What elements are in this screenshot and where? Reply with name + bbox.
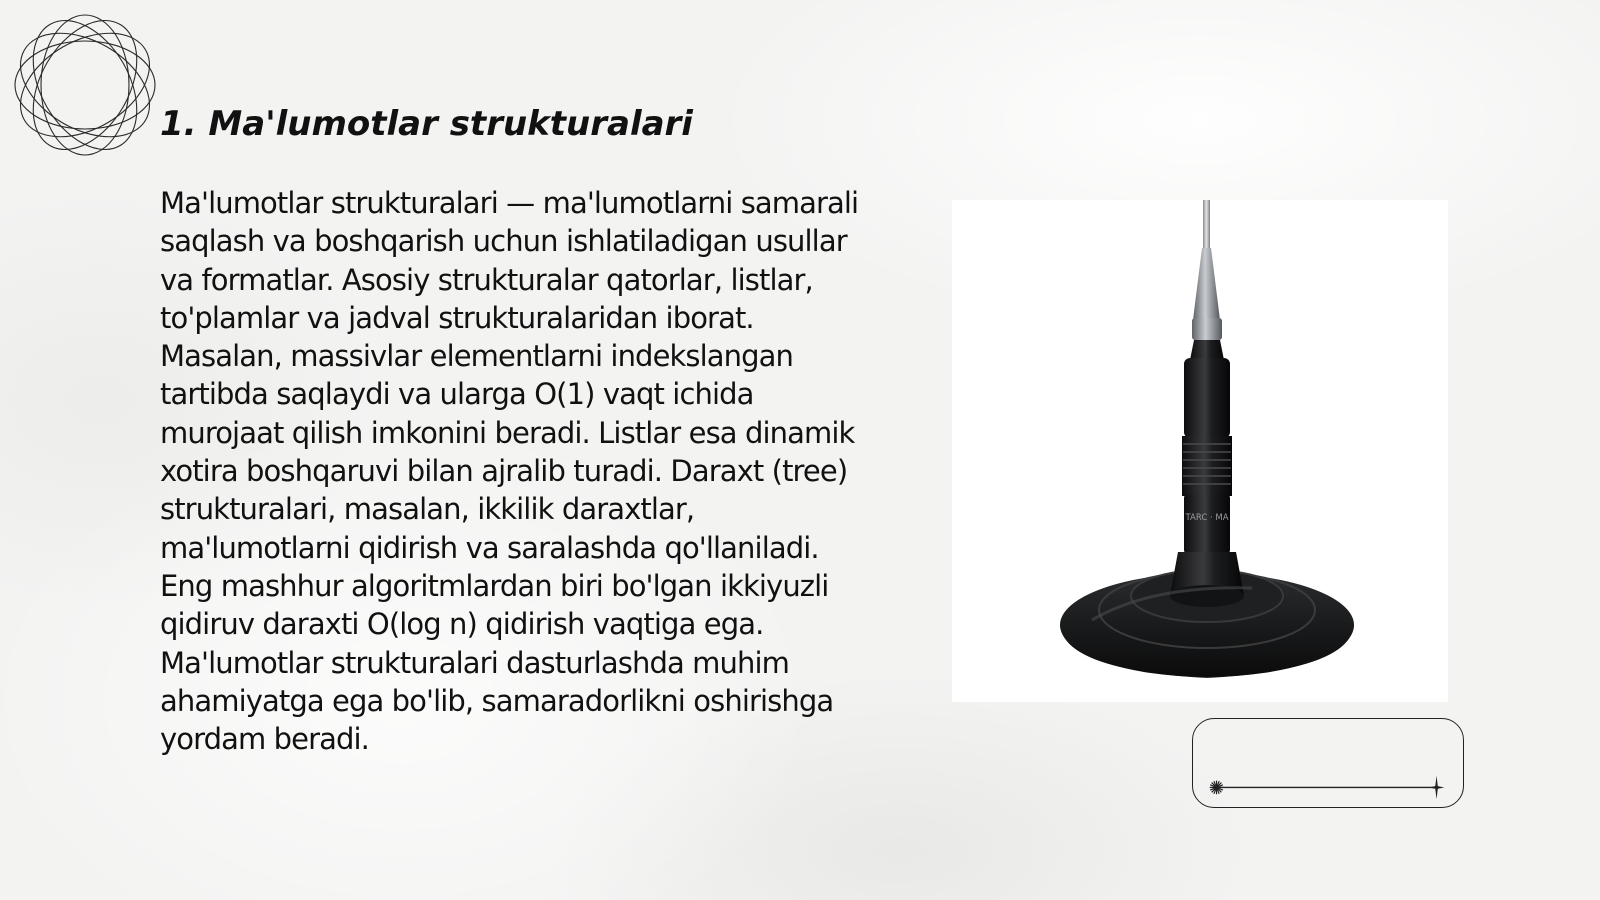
sparkle-icon <box>1429 776 1445 799</box>
starburst-icon <box>1210 781 1224 795</box>
decorative-box <box>1192 718 1464 808</box>
photo-label: TARC · MA <box>1185 513 1229 523</box>
rosette-icon <box>10 10 160 160</box>
antenna-photo <box>952 200 1448 702</box>
slide-body-text: Ma'lumotlar strukturalari — ma'lumotlarni samarali saqlash va boshqarish uchun ishlatiladigan usullar va formatlar. Asosiy strukturalar qatorlar, listlar, to'plamlar va jadval strukturalaridan iborat. Masalan, massivlar elementlarni indekslangan tartibda saqlaydi va ularga O(1) vaqt ichida murojaat qilish imkonini beradi. Listlar esa dinamik xotira boshqaruvi bilan ajralib turadi. Daraxt (tree) strukturalari, masalan, ikkilik daraxtlar, ma'lumotlarni qidirish va saralashda qo'llaniladi. Eng mashhur algoritmlardan biri bo'lgan ikkiyuzli qidiruv daraxti O(log n) qidirish vaqtiga ega. Ma'lumotlar strukturalari dasturlashda muhim ahamiyatga ega bo'lib, samaradorlikni oshirishga yordam beradi. <box>160 186 859 757</box>
slide-title: 1. Ma'lumotlar strukturalari <box>160 104 693 144</box>
